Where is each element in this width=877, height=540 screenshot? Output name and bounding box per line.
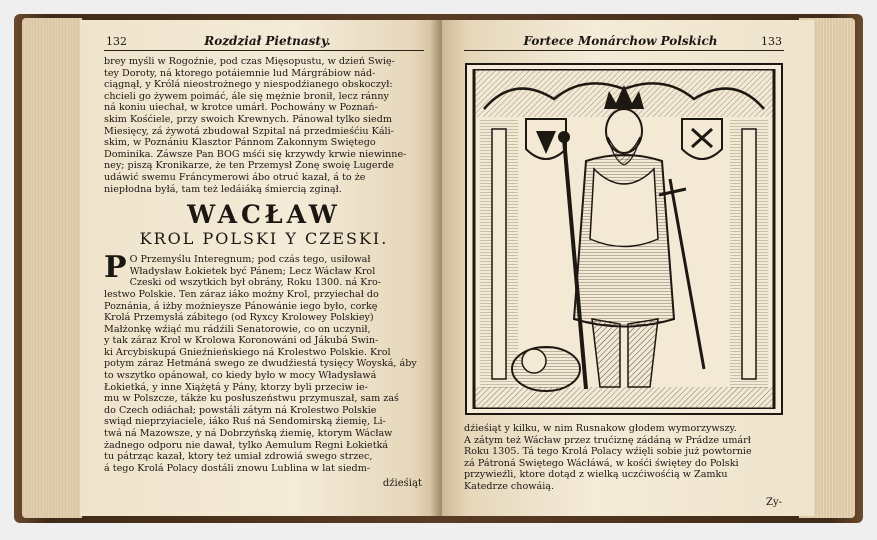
- text-line: to wszytko opánował, co kiedy było w mocy Władysławá: [104, 370, 377, 382]
- chapter-title: WACŁAW: [187, 200, 341, 230]
- text-line: y tak záraz Krol w Krolowa Koronowáni od Jákubá Swin-: [104, 335, 379, 347]
- text-line: ciągnął, y Królá nieostrożnego y niespodźianego obskoczył:: [104, 79, 393, 91]
- woodcut-illustration: [465, 63, 783, 415]
- text-line: Katedrze chowáią.: [464, 480, 555, 492]
- text-line: tu pátrząc kazał, ktory też umiał zdrowiá swego strzec,: [104, 451, 373, 463]
- text-line: brey myśli w Rogoźnie, pod czas Mięsopustu, w dzień Swię-: [104, 56, 395, 67]
- text-line: ki Arcybiskupá Gnieźnieńskiego ná Krolestwo Polskie. Krol: [104, 346, 391, 358]
- text-line: żadnego odporu nie dawał, tylko Aemulum Regni Łokietká: [104, 439, 389, 451]
- drop-cap: P: [104, 250, 127, 286]
- right-page-number: 133: [761, 35, 782, 48]
- text-line: przywieźli, ktore dotąd z wielką uczćiwośćią w Zamku: [464, 469, 728, 481]
- text-line: Czeski od wszytkich był obrány, Roku 1300. ná Kro-: [129, 277, 382, 289]
- text-line: A zátym też Wácław przez trućiznę zádáną w Prádze umárł: [464, 434, 751, 446]
- text-line: zá Pátroná Swiętego Wácłáwá, w kośći świętey do Polski: [464, 457, 739, 469]
- right-running-title: Fortece Monárchow Polskich: [523, 34, 718, 48]
- left-intro-text: [104, 56, 424, 195]
- text-line: á tego Krolá Polacy dostáli znowu Lublina w lat siedm-: [104, 462, 371, 474]
- left-running-head: [104, 34, 424, 51]
- text-line: swiąd nieprzyiaciele, iáko Ruś ná Sendomirską źiemię, Li-: [104, 416, 386, 428]
- right-page: [442, 20, 814, 516]
- text-line: ná koniu uiechał, w krotce umárł. Pochowány w Poznań-: [104, 102, 378, 114]
- text-line: udáwić swemu Fráncymerowi ábo otruć kazał, á to że: [104, 171, 366, 183]
- text-line: ney; piszą Kronikarze, że ten Przemysł Żonę swoię Lugerde: [104, 160, 394, 172]
- chapter-subtitle: KROL POLSKI Y CZESKI.: [139, 229, 389, 249]
- woodcut-portrait-icon: [471, 69, 777, 409]
- text-line: lestwo Polskie. Ten záraz iáko możny Krol, przyiechał do: [104, 288, 379, 300]
- text-line: Małżonkę wźiąć mu rádźili Senatorowie, co on uczynił,: [104, 323, 371, 335]
- right-body-text: [464, 423, 784, 493]
- text-line: Władysław Łokietek być Pánem; Lecz Wácław Krol: [129, 265, 376, 277]
- left-page-number: 132: [106, 35, 127, 48]
- text-line: tey Doroty, ná ktorego potáiemnie lud Márgrábiow nád-: [104, 67, 376, 79]
- left-page: [80, 20, 442, 516]
- text-line: chcieli go żywem poimáć, ále się mężnie bronił, lecz ránny: [104, 90, 389, 102]
- text-line: O Przemyślu Interegnum; pod czás tego, usiłował: [129, 254, 371, 266]
- text-line: Łokietká, y inne Xiążętá y Pány, ktorzy byli przeciw ie-: [104, 381, 368, 393]
- right-catchword: Zy-: [766, 496, 782, 508]
- text-line: mu w Polszcze, tákże ku posłuszeństwu przymuszał, sam zaś: [104, 393, 399, 405]
- page-block-left-edge: [22, 18, 82, 518]
- left-running-title: Rozdział Pietnasty.: [204, 34, 331, 48]
- text-line: skim, w Poznániu Klasztor Pánnom Zakonnym Swiętego: [104, 137, 376, 149]
- text-line: dźieśiąt y kilku, w nim Rusnakow głodem wymorzywszy.: [464, 423, 737, 434]
- text-line: Miesięcy, zá żywotá zbudował Szpital ná przedmieśćiu Káli-: [104, 125, 394, 137]
- text-line: Poznánia, á iżby możnieysze Pánowánie iego było, corkę: [104, 300, 378, 312]
- text-line: Krolá Przemysłá zábitego (od Ryxcy Krolowey Polskiey): [104, 312, 374, 324]
- text-line: potym záraz Hetmáná swego ze dwudźiestá tysięcy Woyská, áby: [104, 358, 417, 370]
- text-line: skim Kośćiele, przy swoich Krewnych. Pánował tylko siedm: [104, 113, 392, 125]
- left-catchword: dźieśiąt: [382, 478, 422, 490]
- right-running-head: [464, 34, 784, 51]
- text-line: niepłodna byłá, tam też ledáiáką śmiercią zginął.: [104, 183, 342, 195]
- text-line: Roku 1305. Tá tego Krolá Polacy wźięli sobie już powtornie: [464, 446, 752, 458]
- text-line: twá ná Mazowsze, y ná Dobrzyńską źiemię, ktorym Wácław: [104, 428, 393, 440]
- text-line: do Czech odiáchał; powstáli zátym ná Krolestwo Polskie: [104, 404, 377, 416]
- left-body-text: [104, 250, 424, 474]
- text-line: Dominika. Záwsze Pan BOG mśći się krzywdy krwie niewinne-: [104, 148, 407, 160]
